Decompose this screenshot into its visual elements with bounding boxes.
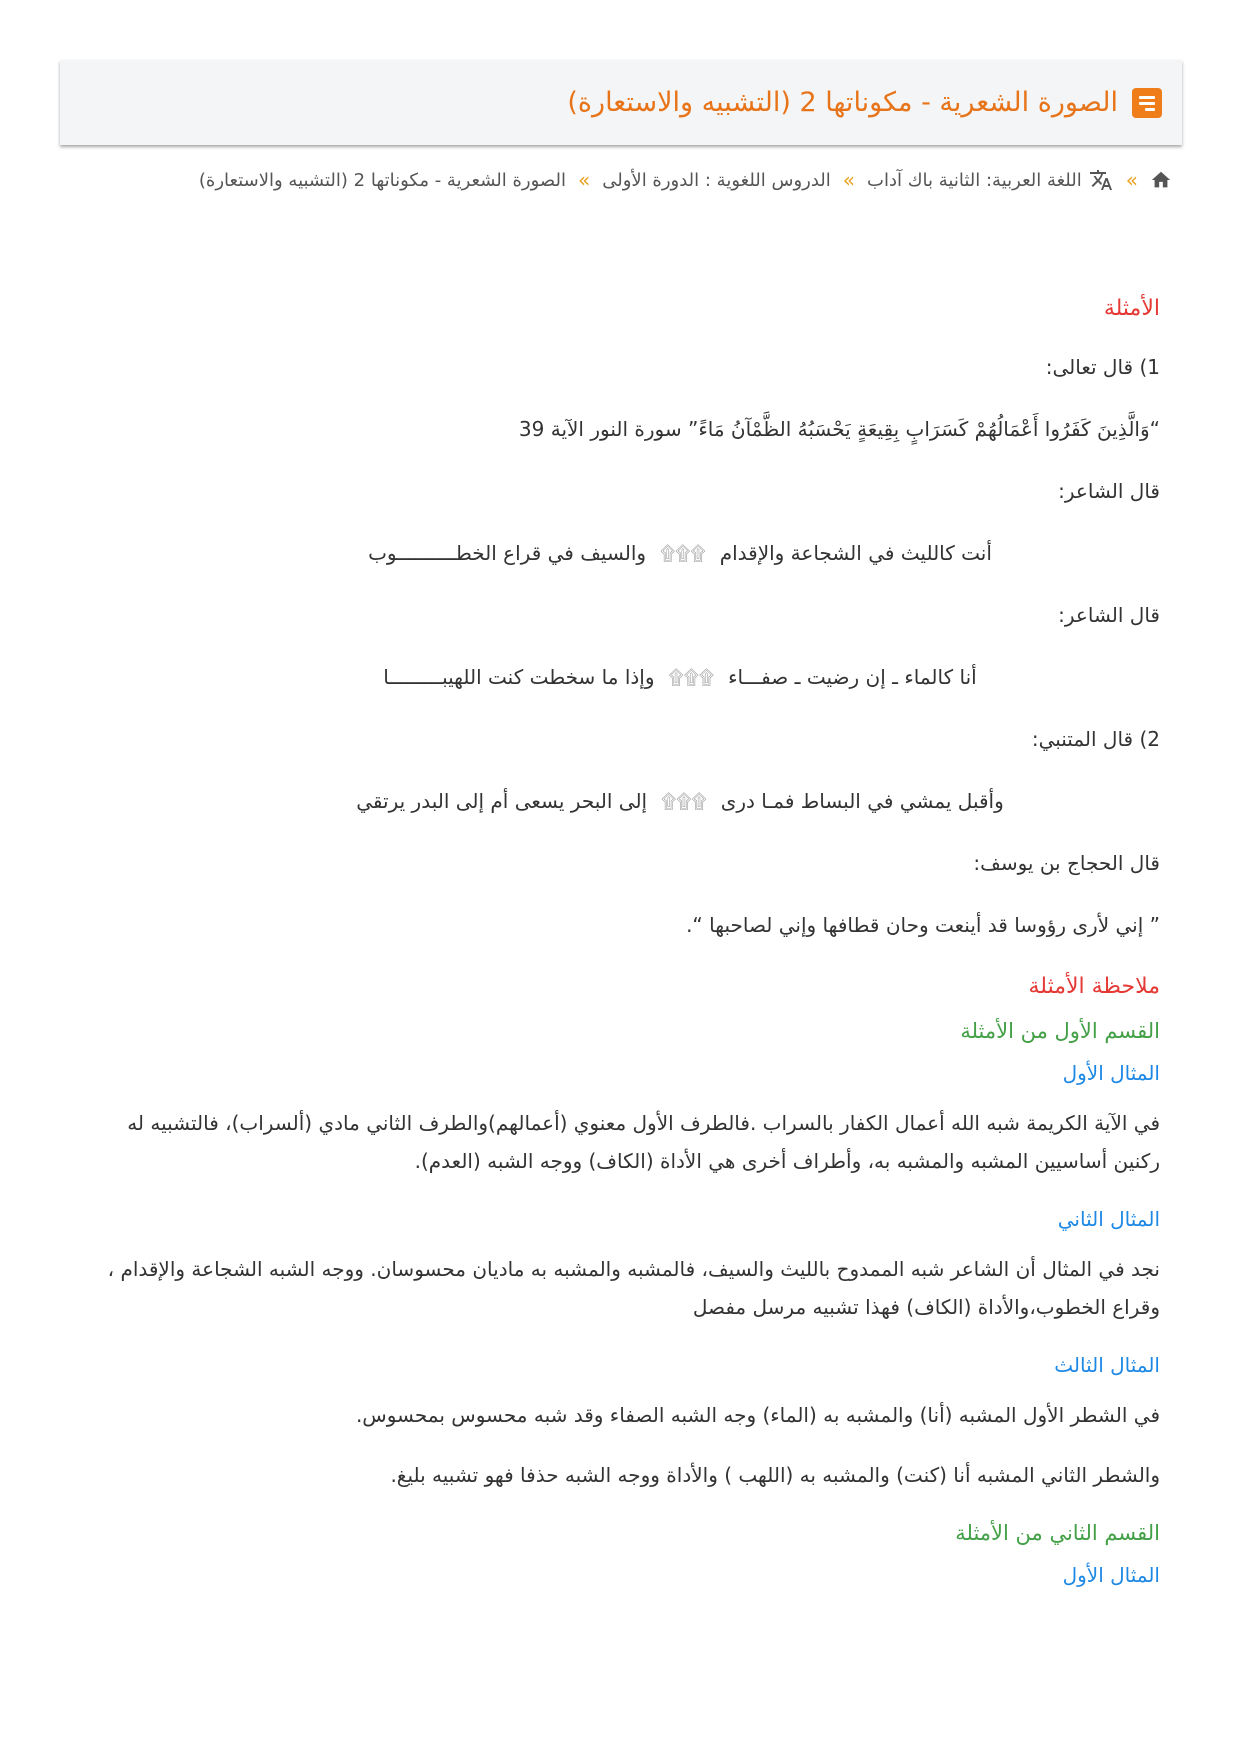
s1-example2-heading: المثال الثاني [1057, 1207, 1160, 1231]
document-icon [1132, 88, 1162, 118]
breadcrumb-separator: » [1125, 168, 1138, 192]
s1-example1-heading: المثال الأول [1062, 1061, 1160, 1085]
verse-separator-icon: ۩۩۩ [660, 541, 706, 565]
page-header [60, 60, 1182, 145]
home-icon[interactable] [1150, 169, 1172, 191]
s1-example3-text1: في الشطر الأول المشبه (أنا) والمشبه به (الماء) وجه الشبه الصفاء وقد شبه محسوس بمحسوس. [355, 1403, 1160, 1427]
hajjaj-intro: قال الحجاج بن يوسف: [973, 851, 1160, 875]
poem1-first-half: أنت كالليث في الشجاعة والإقدام [719, 541, 992, 565]
breadcrumb [199, 168, 1172, 192]
poem1-second-half: والسيف في قراع الخطــــــــــوب [368, 541, 647, 565]
example2-intro: 2) قال المتنبي: [1031, 727, 1160, 751]
poem2-second-half: وإذا ما سخطت كنت اللهيبـــــــــا [383, 665, 655, 689]
section2-heading: القسم الثاني من الأمثلة [955, 1521, 1160, 1545]
observation-heading: ملاحظة الأمثلة [1028, 974, 1160, 999]
poem3-first-half: وأقبل يمشي في البساط فمـا درى [720, 789, 1004, 813]
hajjaj-quote: ” إني لأرى رؤوسا قد أينعت وحان قطافها وإني لصاحبها “. [686, 913, 1160, 937]
article-body [80, 290, 1160, 1594]
poem3-second-half: إلى البحر يسعى أم إلى البدر يرتقي [356, 789, 648, 813]
poet2-intro: قال الشاعر: [1058, 603, 1160, 627]
translate-icon [1088, 168, 1114, 192]
poem2-first-half: أنا كالماء ـ إن رضيت ـ صفـــاء [728, 665, 977, 689]
example1-intro: 1) قال تعالى: [1045, 355, 1160, 379]
poem3-verse [80, 782, 1160, 820]
s1-example3-heading: المثال الثالث [1054, 1353, 1160, 1377]
page-title: الصورة الشعرية - مكوناتها 2 (التشبيه والاستعارة) [567, 87, 1118, 118]
breadcrumb-separator: » [842, 168, 856, 192]
poem1-verse [80, 534, 1160, 572]
s2-example1-heading: المثال الأول [1062, 1563, 1160, 1587]
breadcrumb-separator: » [578, 168, 591, 192]
verse-separator-icon: ۩۩۩ [661, 789, 707, 813]
breadcrumb-item-lessons[interactable]: الدروس اللغوية : الدورة الأولى [602, 169, 831, 191]
s1-example1-text: في الآية الكريمة شبه الله أعمال الكفار بالسراب .فالطرف الأول معنوي (أعمالهم)والطرف الثاني مادي (ألسراب)، فالتشبيه له ركنين أساسيين المشبه والمشبه به، وأطراف أخرى هي الأداة (الكاف) ووجه الشبه (العدم). [127, 1111, 1160, 1173]
breadcrumb-item-current: الصورة الشعرية - مكوناتها 2 (التشبيه والاستعارة) [198, 169, 566, 191]
s1-example2-text: نجد في المثال أن الشاعر شبه الممدوح بالليث والسيف، فالمشبه والمشبه به ماديان محسوسان. ووجه الشبه الشجاعة والإقدام ، وقراع الخطوب،والأداة (الكاف) فهذا تشبيه مرسل مفصل [107, 1257, 1160, 1319]
verse-separator-icon: ۩۩۩ [668, 665, 715, 689]
poem2-verse [80, 658, 1160, 696]
poet1-intro: قال الشاعر: [1058, 479, 1160, 503]
section1-heading: القسم الأول من الأمثلة [960, 1019, 1160, 1043]
examples-heading: الأمثلة [1103, 296, 1160, 321]
breadcrumb-item-subject[interactable]: اللغة العربية: الثانية باك آداب [867, 169, 1082, 191]
s1-example3-text2: والشطر الثاني المشبه أنا (كنت) والمشبه به (اللهب ) والأداة ووجه الشبه حذفا فهو تشبيه بليغ. [390, 1463, 1160, 1487]
quran-verse: “وَالَّذِينَ كَفَرُوا أَعْمَالُهُمْ كَسَرَابٍ بِقِيعَةٍ يَحْسَبُهُ الظَّمْآنُ مَاءً” سورة النور الآية 39 [518, 417, 1160, 441]
